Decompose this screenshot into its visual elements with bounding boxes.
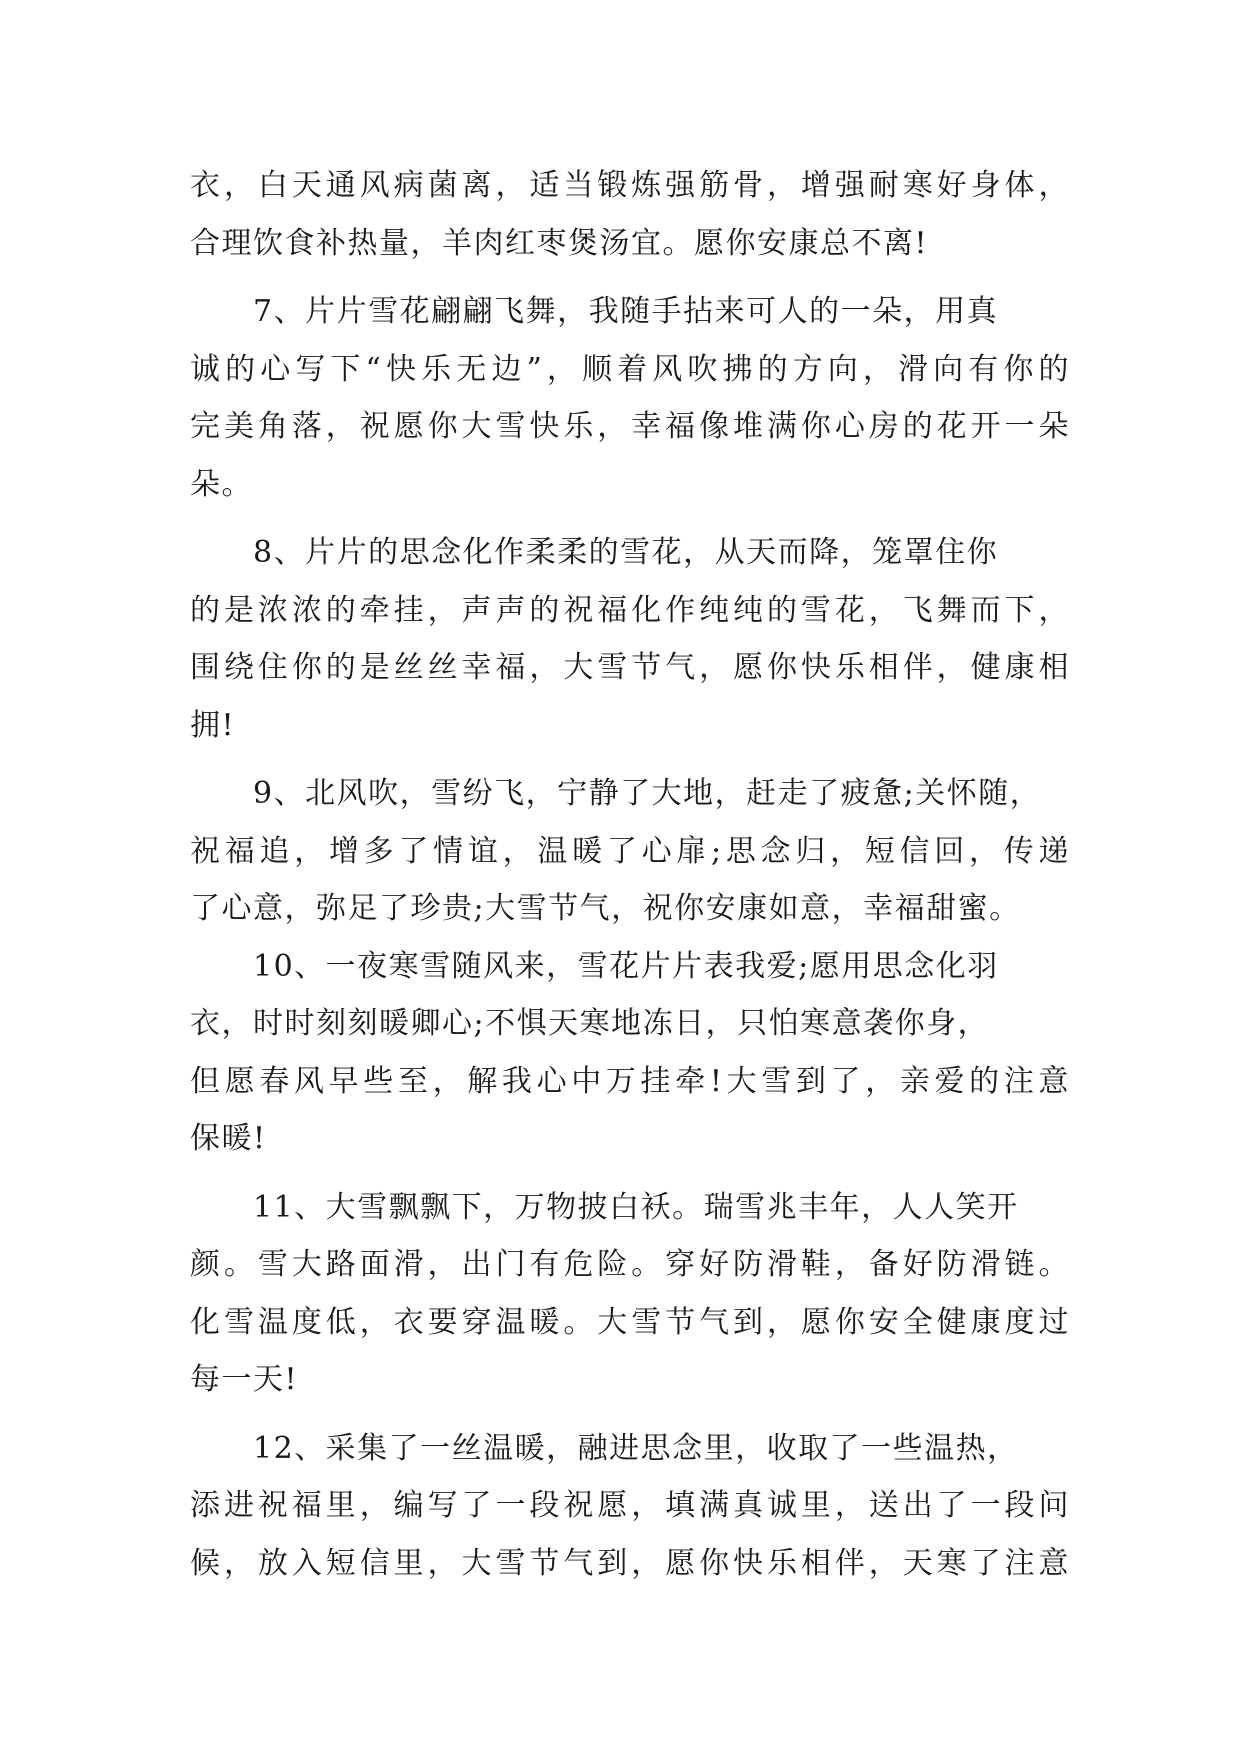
text-line: 11、大雪飘飘下，万物披白袄。瑞雪兆丰年，人人笑开: [253, 1189, 1019, 1225]
text-line: 朵。: [190, 466, 253, 502]
text-line: 8、片片的思念化作柔柔的雪花，从天而降，笼罩住你: [253, 535, 999, 570]
paragraph-item-7: [190, 283, 1070, 513]
text-line: 完美角落，祝愿你大雪快乐，幸福像堆满你心房的花开一朵: [190, 409, 1070, 444]
text-line: 了心意，弥足了珍贵;大雪节气，祝你安康如意，幸福甜蜜。: [190, 891, 1021, 926]
text-line: 祝福追，增多了情谊，温暖了心扉;思念归，短信回，传递: [190, 833, 1070, 869]
text-line: 衣，时时刻刻暖卿心;不惧天寒地冻日，只怕寒意袭你身，: [190, 1006, 990, 1041]
text-line: 衣，白天通风病菌离，适当锻炼强筋骨，增强耐寒好身体，: [190, 168, 1070, 203]
text-line: 诚的心写下“快乐无边”，顺着风吹拂的方向，滑向有你的: [190, 351, 1070, 387]
text-line: 每一天!: [190, 1362, 299, 1397]
text-line: 7、片片雪花翩翩飞舞，我随手拈来可人的一朵，用真: [253, 294, 999, 329]
paragraph-item-11: [190, 1179, 1070, 1409]
text-line: 12、采集了一丝温暖，融进思念里，收取了一些温热，: [253, 1430, 1019, 1466]
paragraph-item-10: [190, 938, 1070, 1168]
text-line: 围绕住你的是丝丝幸福，大雪节气，愿你快乐相伴，健康相: [190, 650, 1070, 685]
text-line: 候，放入短信里，大雪节气到，愿你快乐相伴，天寒了注意: [190, 1545, 1070, 1581]
text-line: 保暖!: [190, 1121, 267, 1156]
text-line: 化雪温度低，衣要穿温暖。大雪节气到，愿你安全健康度过: [190, 1304, 1070, 1340]
text-line: 颜。雪大路面滑，出门有危险。穿好防滑鞋，备好防滑链。: [190, 1247, 1070, 1282]
text-line: 添进祝福里，编写了一段祝愿，填满真诚里，送出了一段问: [190, 1488, 1070, 1523]
document-body: [190, 157, 1070, 1592]
paragraph-item-9: [190, 765, 1070, 938]
text-line: 9、北风吹，雪纷飞，宁静了大地，赶走了疲惫;关怀随，: [253, 776, 1042, 811]
text-line: 但愿春风早些至，解我心中万挂牵!大雪到了，亲爱的注意: [190, 1063, 1070, 1099]
paragraph-continued: [190, 157, 1070, 272]
text-line: 拥!: [190, 707, 236, 743]
paragraph-item-12: [190, 1420, 1070, 1593]
paragraph-item-8: [190, 524, 1070, 754]
text-line: 的是浓浓的牵挂，声声的祝福化作纯纯的雪花，飞舞而下，: [190, 592, 1070, 628]
text-line: 10、一夜寒雪随风来，雪花片片表我爱;愿用思念化羽: [253, 948, 999, 984]
text-line: 合理饮食补热量，羊肉红枣煲汤宜。愿你安康总不离!: [190, 225, 929, 261]
